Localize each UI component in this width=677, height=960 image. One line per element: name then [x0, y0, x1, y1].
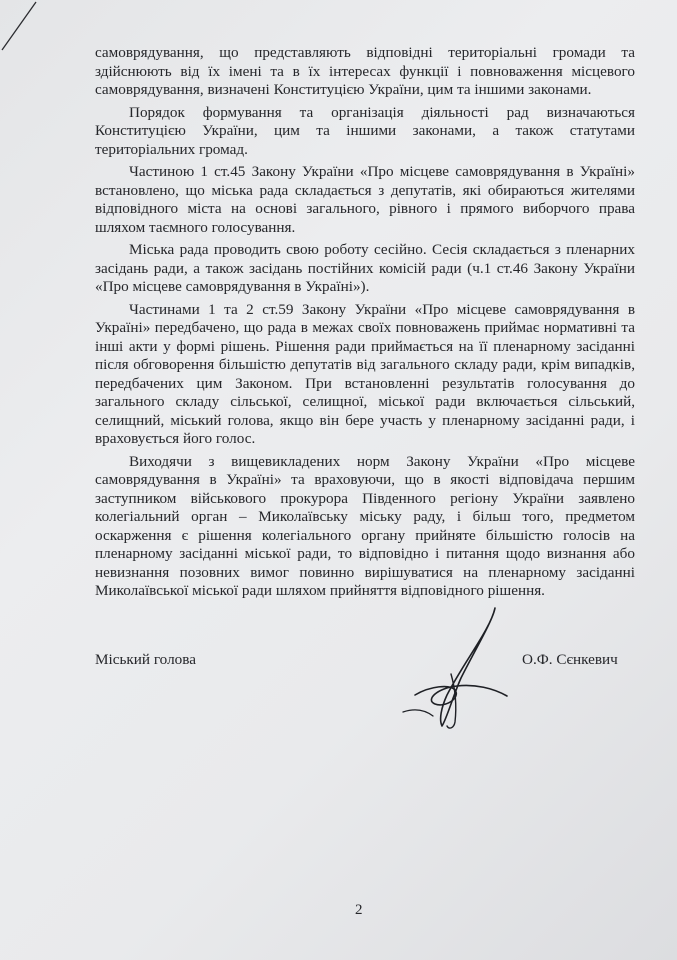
paragraph-5: Частинами 1 та 2 ст.59 Закону України «Про місцеве самоврядування в Україні» передбачено, що рада в межах своїх повноважень приймає нормативні та інші акти у формі рішень. Рішення ради приймається на її пленарному засіданні після обговорення більшістю депутатів від загального складу ради, крім випадків, передбачених цим Законом. При встановленні результатів голосування до загального складу сільської, селищної, міської ради включається сільський, селищний, міський голова, якщо він бере участь у пленарному засіданні ради, і враховується його голос.: [95, 300, 635, 447]
signatory-title: Міський голова: [95, 651, 196, 668]
paragraph-3: Частиною 1 ст.45 Закону України «Про місцеве самоврядування в Україні» встановлено, що міська рада складається з депутатів, які обираються жителями відповідного міста на основі загального, рівного і прямого виборчого права шляхом таємного голосування.: [95, 163, 635, 236]
paragraph-1: самоврядування, що представляють відповідні територіальні громади та здійснюють від їх імені та в їх інтересах функції і повноваження місцевого самоврядування, визначені Конституцією України, цим та іншими законами.: [95, 44, 635, 98]
paragraph-4: Міська рада проводить свою роботу сесійно. Сесія складається з пленарних засідань ради, а також засідань постійних комісій ради (ч.1 ст.46 Закону України «Про місцеве самоврядування в Україні»).: [95, 241, 635, 295]
corner-pen-mark: [0, 0, 70, 60]
document-body: [95, 44, 635, 605]
paragraph-6: Виходячи з вищевикладених норм Закону України «Про місцеве самоврядування в Україні» та враховуючи, що в якості відповідача першим заступником військового прокурора Південного регіону України заявлено колегіальний орган – Миколаївську міську раду, і більш того, предметом оскарження є рішення колегіального органу прийняте більшістю голосів на пленарному засіданні міської ради, то відповідно і питання щодо визнання або невизнання позовних вимог повинно вирішуватися на пленарному засіданні Миколаївської міської ради шляхом прийняття відповідного рішення.: [95, 452, 635, 599]
page-number: 2: [355, 902, 363, 918]
paragraph-2: Порядок формування та організація діяльності рад визначаються Конституцією України, цим та іншими законами, а також статутами територіальних громад.: [95, 103, 635, 158]
handwritten-signature: [395, 600, 525, 735]
signatory-name: О.Ф. Сєнкевич: [522, 651, 618, 668]
